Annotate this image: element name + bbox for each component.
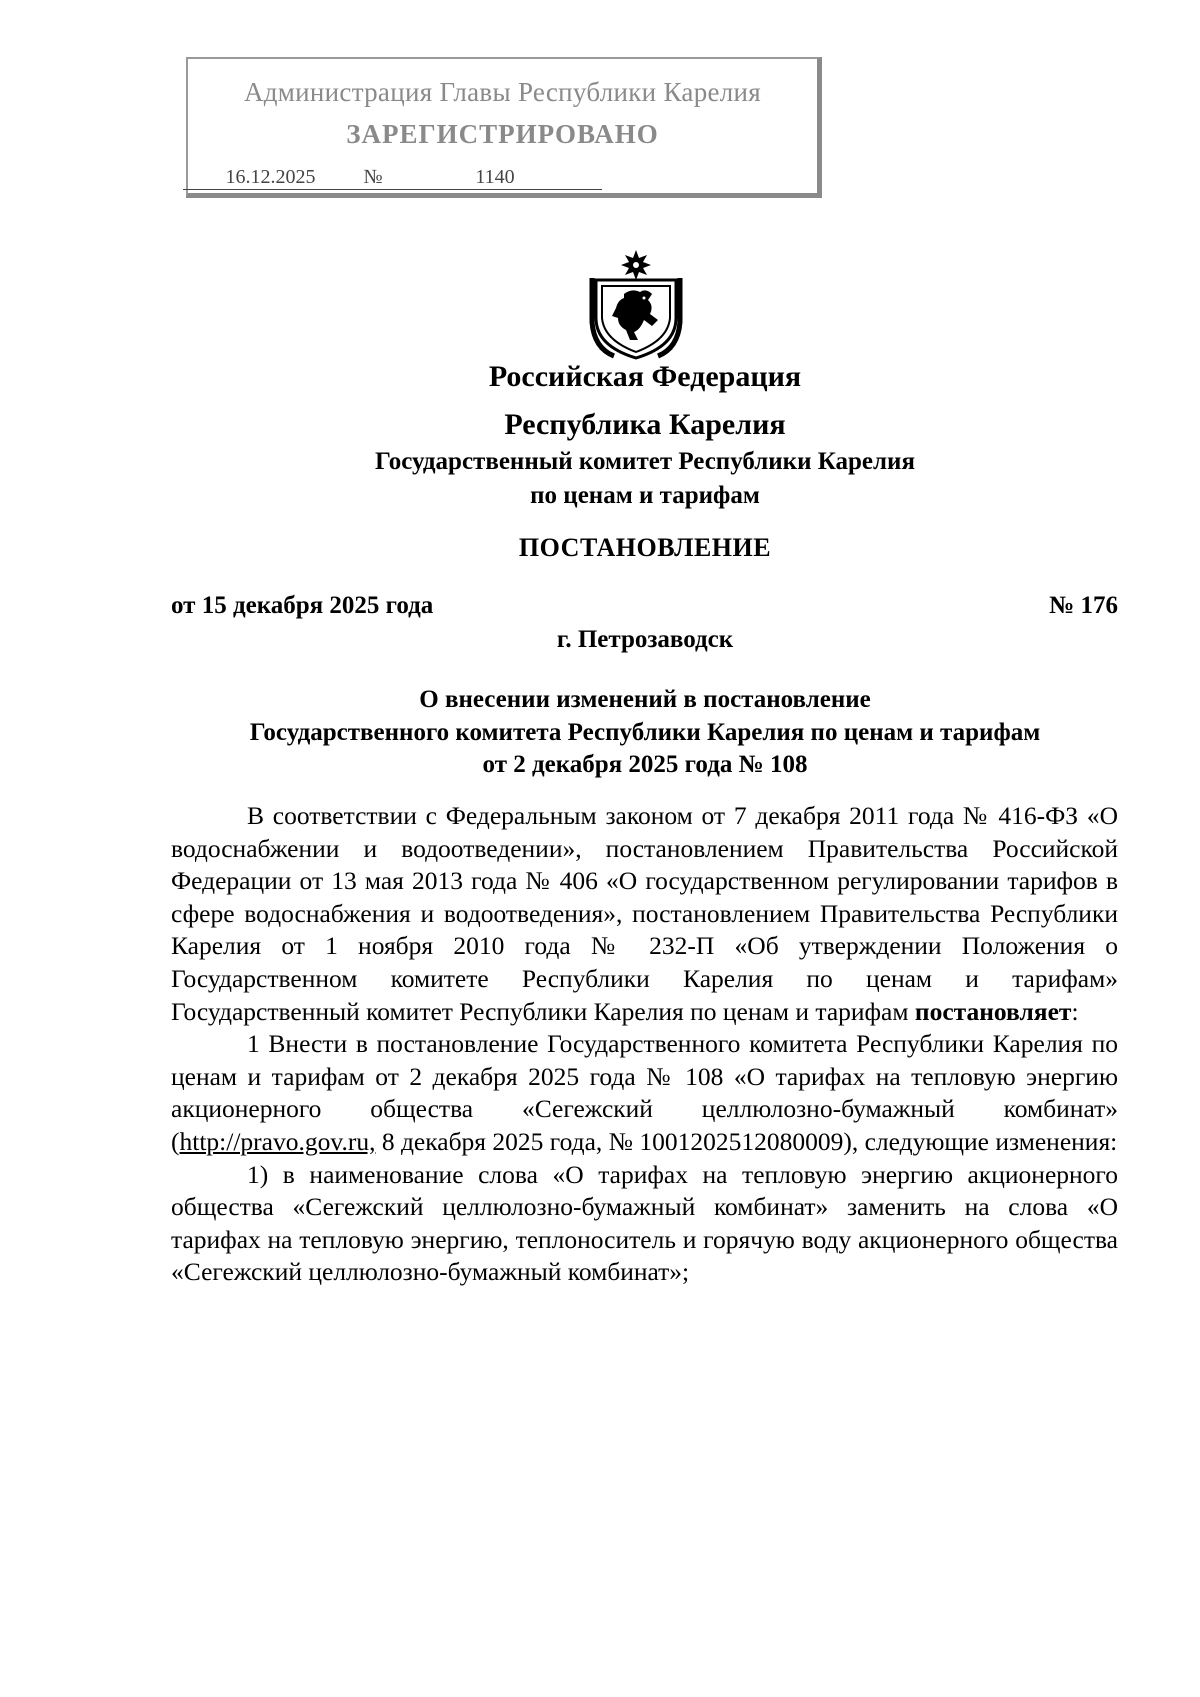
title-line2: Государственного комитета Республики Карелия по ценам и тарифам (249, 719, 1041, 746)
karelia-coat-of-arms-icon (588, 248, 684, 360)
stamp-number: 1140 (388, 165, 602, 190)
document-number: № 176 (1049, 592, 1118, 619)
subitem1-paragraph: 1) в наименование слова «О тарифах на тепловую энергию акционерного общества «Сегежский целлюлозно-бумажный комбинат» заменить на слова «О тарифах на тепловую энергию, теплоноситель и горячую воду акционерного общества «Сегежский целлюлозно-бумажный комбинат»; (171, 1159, 1118, 1287)
preamble-paragraph (171, 800, 1118, 1028)
committee-heading-line1: Государственный комитет Республики Карелия (375, 448, 915, 475)
stamp-date: 16.12.2025 (183, 165, 358, 190)
item1-text-start: 1 Внести в постановление Государственного комитета Республики Карелия по ценам и тарифам от 2 декабря 2025 года № 108 «О тарифах на тепловую энергию акционерного общества «Сегежский целлюлозно-бумажный комбинат» ( (171, 1029, 1118, 1156)
stamp-administration: Администрация Главы Республики Карелия (243, 77, 762, 107)
city: г. Петрозаводск (556, 626, 734, 653)
stamp-registered: ЗАРЕГИСТРИРОВАНО (346, 119, 659, 149)
resolves-word: постановляет (914, 996, 1072, 1026)
republic-heading: Республика Карелия (504, 408, 786, 441)
date-number-row (171, 592, 1118, 620)
stamp-number-sign: № (358, 165, 388, 190)
pravo-link[interactable]: http://pravo.gov.ru, (179, 1126, 376, 1156)
item1-paragraph (171, 1028, 1118, 1158)
resolves-colon: : (1071, 996, 1079, 1026)
document-body (171, 800, 1118, 1289)
preamble-text: В соответствии с Федеральным законом от 7 декабря 2011 года № 416-ФЗ «О водоснабжении и водоотведении», постановлением Правительства Российской Федерации от 13 мая 2013 года № 406 «О государственном регулировании тарифов в сфере водоснабжения и водоотведения», постановлением Правительства Республики Карелия от 1 ноября 2010 года № 232-П «Об утверждении Положения о Государственном комитете Республики Карелия по ценам и тарифам» Государственный комитет Республики Карелия по ценам и тарифам (171, 801, 1118, 1026)
item1-text-end: 8 декабря 2025 года, № 1001202512080009), следующие изменения: (375, 1126, 1118, 1156)
title-line3: от 2 декабря 2025 года № 108 (482, 751, 808, 778)
stamp-registration-line (183, 165, 602, 190)
committee-heading-line2: по ценам и тарифам (530, 482, 760, 509)
title-line1: О внесении изменений в постановление (419, 686, 871, 713)
document-type: ПОСТАНОВЛЕНИЕ (518, 533, 772, 562)
country-heading: Российская Федерация (488, 360, 802, 393)
document-date: от 15 декабря 2025 года (171, 592, 434, 619)
